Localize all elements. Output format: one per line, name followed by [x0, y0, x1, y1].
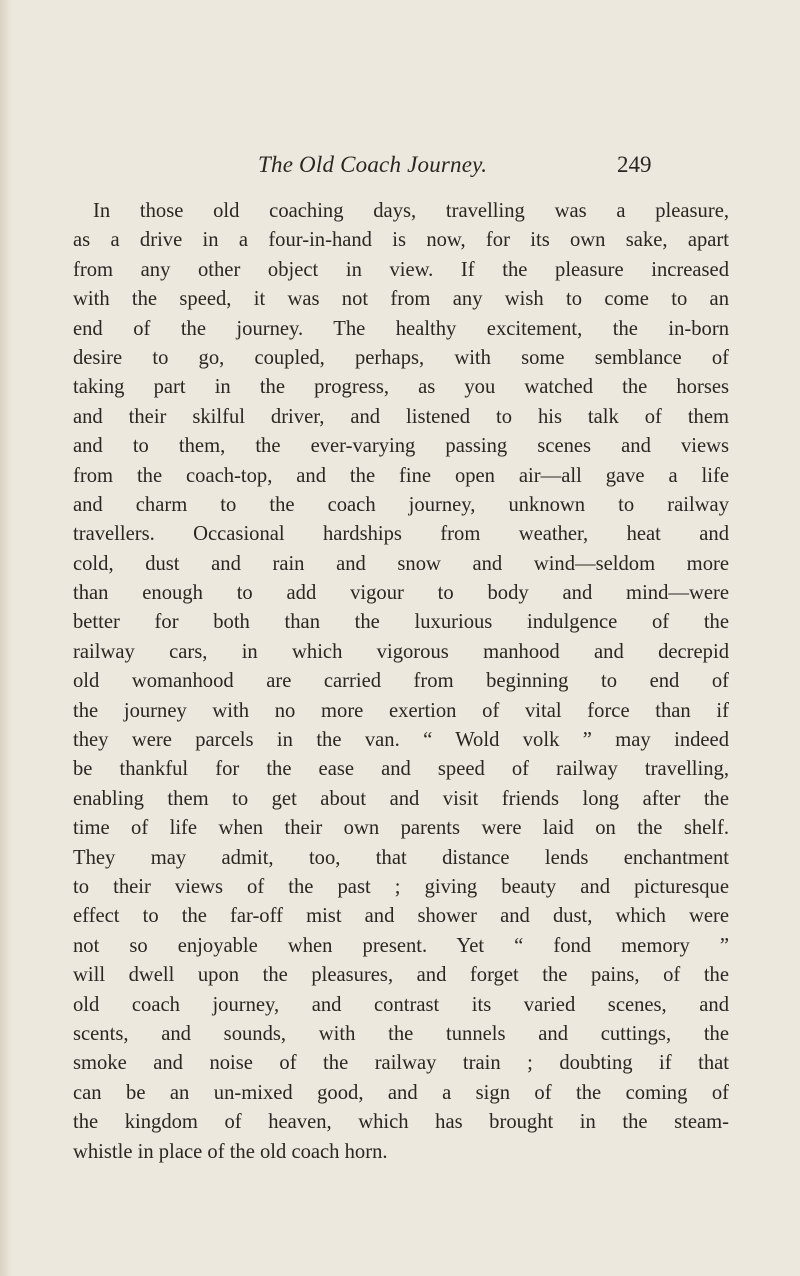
text-line: smoke and noise of the railway train ; doubting if that — [73, 1052, 729, 1075]
text-line: scents, and sounds, with the tunnels and cuttings, the — [73, 1022, 729, 1045]
text-line: and their skilful driver, and listened to his talk of them — [73, 405, 729, 428]
page-edge-shadow — [0, 0, 12, 1276]
text-line: better for both than the luxurious indulgence of the — [73, 611, 729, 634]
text-line: They may admit, too, that distance lends enchantment — [73, 846, 729, 869]
text-line: effect to the far-off mist and shower and dust, which were — [73, 905, 729, 928]
text-line: the kingdom of heaven, which has brought in the steam- — [73, 1111, 729, 1134]
text-line: cold, dust and rain and snow and wind—seldom more — [73, 552, 729, 575]
running-title: The Old Coach Journey. — [258, 152, 488, 177]
text-line: old womanhood are carried from beginning to end of — [73, 670, 729, 693]
text-line: and charm to the coach journey, unknown to railway — [73, 493, 729, 516]
text-line: with the speed, it was not from any wish to come to an — [73, 288, 729, 311]
text-line: taking part in the progress, as you watched the horses — [73, 376, 729, 399]
body-paragraph — [73, 197, 729, 1167]
text-line: end of the journey. The healthy excitement, the in-born — [73, 317, 729, 340]
page-number: 249 — [617, 152, 652, 177]
text-line: from the coach-top, and the fine open air—all gave a life — [73, 464, 729, 487]
text-line: be thankful for the ease and speed of railway travelling, — [73, 758, 729, 781]
text-line: whistle in place of the old coach horn. — [73, 1140, 388, 1163]
text-line: as a drive in a four-in-hand is now, for its own sake, apart — [73, 229, 729, 252]
text-line: In those old coaching days, travelling was a pleasure, — [93, 200, 729, 222]
text-line: to their views of the past ; giving beauty and picturesque — [73, 875, 729, 898]
text-line: than enough to add vigour to body and mind—were — [73, 582, 729, 605]
text-line: enabling them to get about and visit friends long after the — [73, 787, 729, 810]
text-line: desire to go, coupled, perhaps, with some semblance of — [73, 346, 729, 369]
text-line: from any other object in view. If the pleasure increased — [73, 258, 729, 281]
text-line: they were parcels in the van. “ Wold volk ” may indeed — [73, 729, 729, 752]
running-head — [0, 152, 800, 186]
text-line: can be an un-mixed good, and a sign of the coming of — [73, 1081, 729, 1104]
text-line: travellers. Occasional hardships from weather, heat and — [73, 523, 729, 546]
text-line: railway cars, in which vigorous manhood and decrepid — [73, 640, 729, 663]
text-line: time of life when their own parents were laid on the shelf. — [73, 817, 729, 840]
text-line: the journey with no more exertion of vital force than if — [73, 699, 729, 722]
text-line: will dwell upon the pleasures, and forget the pains, of the — [73, 964, 729, 987]
text-line: not so enjoyable when present. Yet “ fond memory ” — [73, 934, 729, 957]
text-line: and to them, the ever-varying passing scenes and views — [73, 435, 729, 458]
text-line: old coach journey, and contrast its varied scenes, and — [73, 993, 729, 1016]
